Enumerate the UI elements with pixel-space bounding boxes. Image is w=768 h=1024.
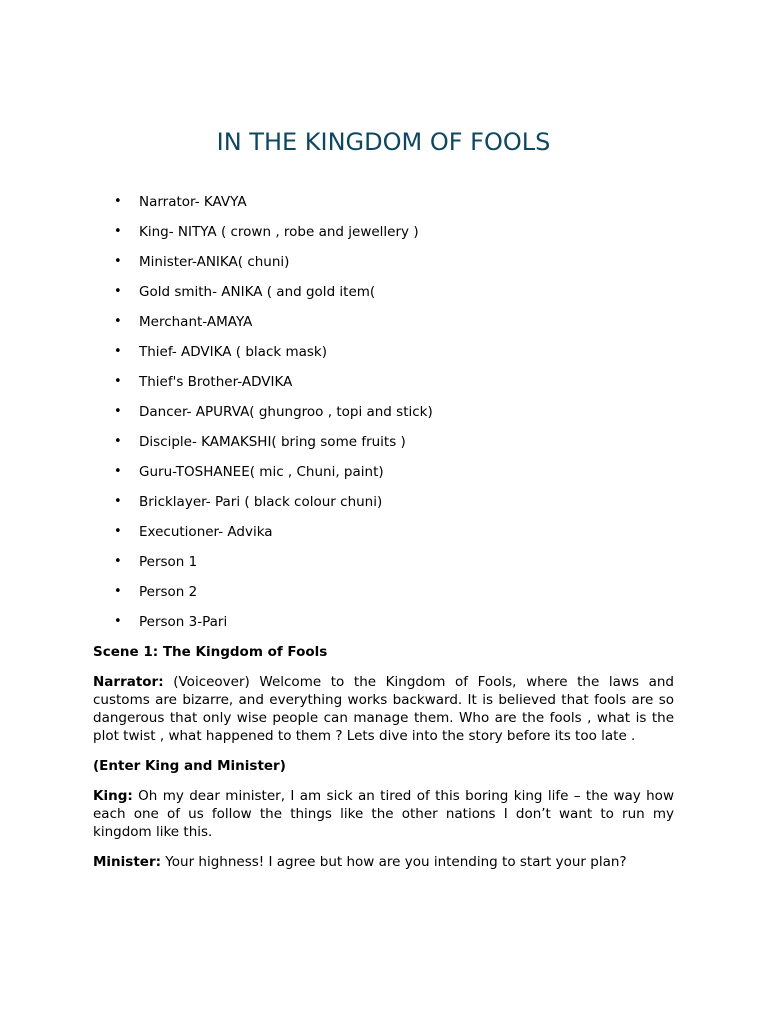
bullet-icon: •: [114, 194, 122, 209]
bullet-icon: •: [114, 284, 122, 299]
cast-item-executioner: [93, 517, 674, 547]
cast-item-bricklayer: [93, 487, 674, 517]
cast-item-narrator: [93, 187, 674, 217]
cast-item-text: Person 1: [139, 554, 198, 570]
dialogue-text: Your highness! I agree but how are you intending to start your plan?: [161, 854, 627, 870]
cast-item-text: Guru-TOSHANEE( mic , Chuni, paint): [139, 464, 384, 480]
script-body: [93, 643, 674, 883]
cast-item-dancer: [93, 397, 674, 427]
cast-item-thief: [93, 337, 674, 367]
cast-item-disciple: [93, 427, 674, 457]
cast-item-goldsmith: [93, 277, 674, 307]
cast-item-text: Thief- ADVIKA ( black mask): [139, 344, 328, 360]
bullet-icon: •: [114, 464, 122, 479]
bullet-icon: •: [114, 614, 122, 629]
dialogue-text: Oh my dear minister, I am sick an tired of this boring king life – the way how each one of us follow the things like the other nations I don’t want to run my kingdom like this.: [93, 788, 674, 840]
cast-item-text: Thief's Brother-ADVIKA: [139, 374, 293, 390]
cast-list: [93, 187, 674, 637]
speaker-label: Minister:: [93, 854, 162, 870]
stage-direction: (Enter King and Minister): [93, 758, 286, 774]
bullet-icon: •: [114, 344, 122, 359]
cast-item-text: Minister-ANIKA( chuni): [139, 254, 290, 270]
cast-item-text: Gold smith- ANIKA ( and gold item(: [139, 284, 376, 300]
cast-item-text: Person 2: [139, 584, 198, 600]
bullet-icon: •: [114, 494, 122, 509]
bullet-icon: •: [114, 404, 122, 419]
dialogue-minister: [93, 853, 674, 871]
cast-item-text: Disciple- KAMAKSHI( bring some fruits ): [139, 434, 406, 450]
bullet-icon: •: [114, 554, 122, 569]
dialogue-narrator: [93, 673, 674, 745]
speaker-label: Narrator:: [93, 674, 164, 690]
bullet-icon: •: [114, 254, 122, 269]
scene-heading: Scene 1: The Kingdom of Fools: [93, 644, 328, 660]
cast-item-thiefs-brother: [93, 367, 674, 397]
cast-item-person-1: [93, 547, 674, 577]
bullet-icon: •: [114, 524, 122, 539]
cast-item-text: Merchant-AMAYA: [139, 314, 253, 330]
cast-item-merchant: [93, 307, 674, 337]
bullet-icon: •: [114, 434, 122, 449]
cast-item-text: Dancer- APURVA( ghungroo , topi and stick): [139, 404, 433, 420]
cast-item-text: King- NITYA ( crown , robe and jewellery ): [139, 224, 419, 240]
cast-item-text: Narrator- KAVYA: [139, 194, 247, 210]
cast-item-guru: [93, 457, 674, 487]
cast-item-text: Person 3-Pari: [139, 614, 228, 630]
speaker-label: King:: [93, 788, 133, 804]
cast-item-king: [93, 217, 674, 247]
dialogue-text: (Voiceover) Welcome to the Kingdom of Fools, where the laws and customs are bizarre, and everything works backward. It is believed that fools are so dangerous that only wise people can manage them. Who are the fools , what is the plot twist , what happened to them ? Lets dive into the story before its too late .: [93, 674, 674, 744]
cast-item-text: Bricklayer- Pari ( black colour chuni): [139, 494, 383, 510]
cast-item-text: Executioner- Advika: [139, 524, 273, 540]
document-title: IN THE KINGDOM OF FOOLS: [216, 128, 551, 156]
cast-item-minister: [93, 247, 674, 277]
bullet-icon: •: [114, 374, 122, 389]
bullet-icon: •: [114, 224, 122, 239]
dialogue-king: [93, 787, 674, 841]
bullet-icon: •: [114, 314, 122, 329]
cast-item-person-3: [93, 607, 674, 637]
bullet-icon: •: [114, 584, 122, 599]
cast-item-person-2: [93, 577, 674, 607]
